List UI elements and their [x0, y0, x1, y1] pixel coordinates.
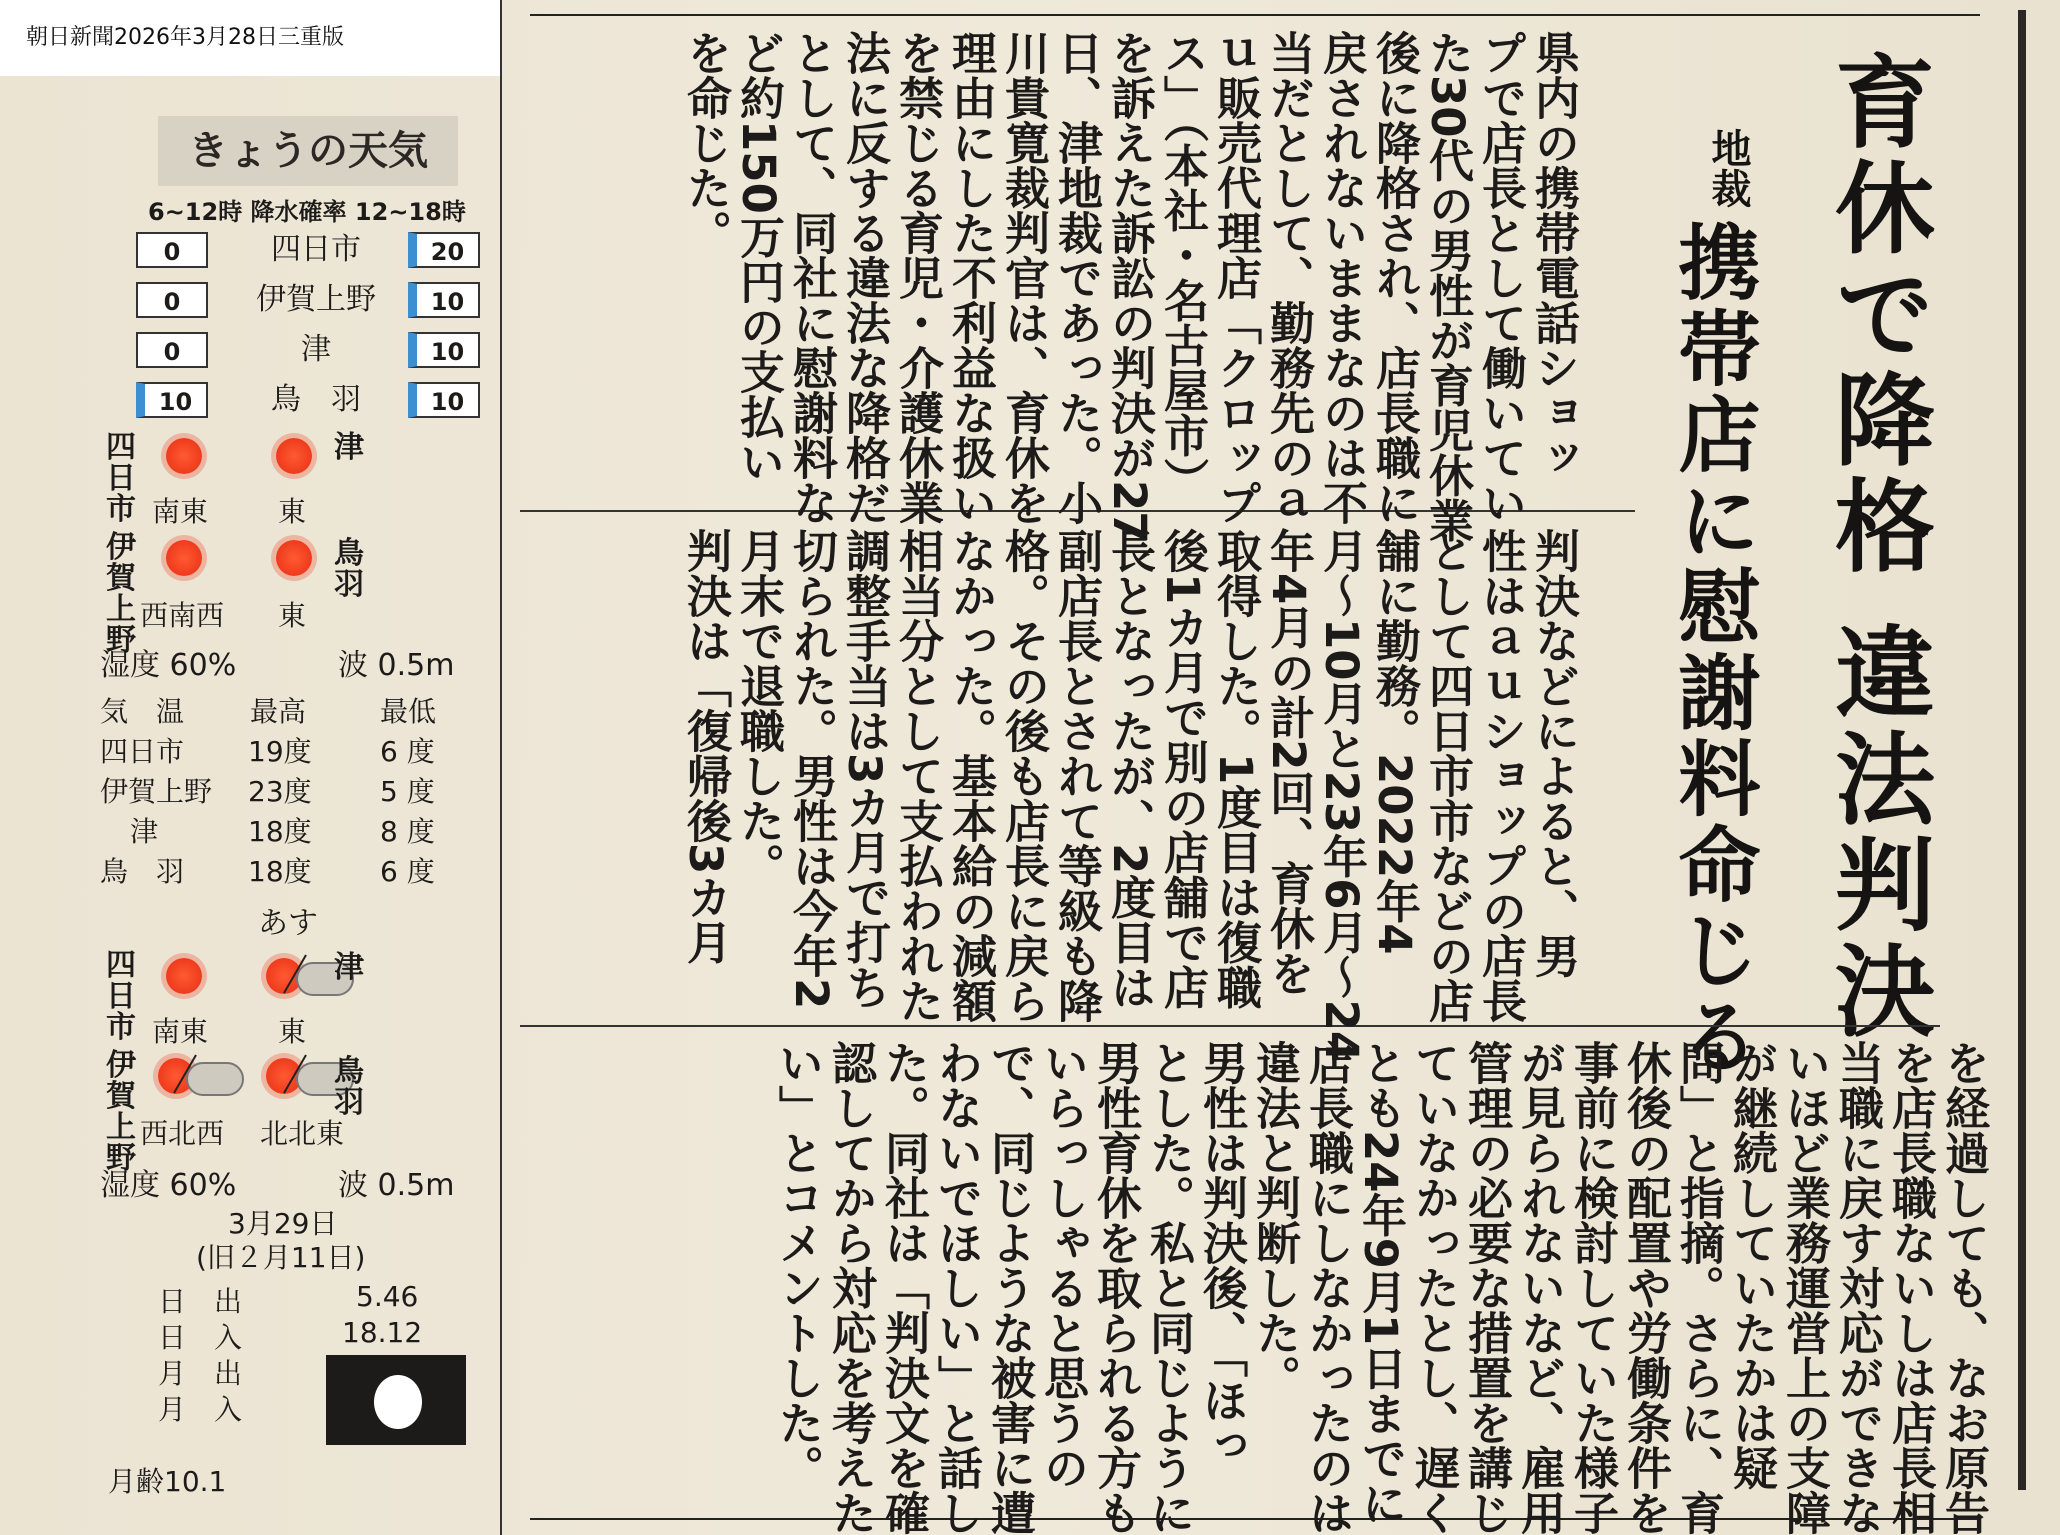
article-text-column: とした。私と同じように	[1142, 1040, 1195, 1535]
source-caption: 朝日新聞2026年3月28日三重版	[0, 0, 500, 76]
column-divider	[500, 0, 502, 1535]
article-text-column: として四日市市などの店	[1421, 528, 1474, 1023]
article-text-column: 事前に検討していた様子	[1566, 1040, 1619, 1535]
temp-max: 18度	[248, 855, 312, 888]
article-text-column: 判決などによると、男	[1527, 528, 1580, 978]
article-text-column: 川貴寛裁判官は、育休を	[997, 30, 1050, 525]
sun-moon-label: 日 入	[158, 1321, 243, 1354]
sun-moon-value: 18.12	[342, 1316, 423, 1349]
article-text-column: 後に降格され、店長職に	[1368, 30, 1421, 525]
wave-height: 波 0.5m	[338, 648, 455, 683]
tier-rule	[520, 1025, 1940, 1027]
wind-direction: 南東	[152, 1015, 209, 1048]
wind-direction: 西北西	[140, 1117, 225, 1150]
wind-direction: 東	[278, 495, 307, 528]
article-text-column: 当職に戻す対応ができな	[1831, 1040, 1884, 1535]
sun-moon-value: 5.46	[356, 1280, 419, 1313]
article-text-column: 取得した。1度目は復職	[1209, 528, 1262, 1010]
article-text-column: いらっしゃると思うの	[1036, 1040, 1089, 1490]
rain-pm: 10	[408, 282, 480, 318]
temp-header-max: 最高	[250, 695, 307, 728]
article-text-column: 月末で退職した。	[732, 528, 785, 888]
temp-city: 四日市	[100, 735, 185, 768]
article-text-column: が継続していたかは疑	[1725, 1040, 1778, 1490]
article-text-column: プで店長として働いてい	[1474, 30, 1527, 525]
rain-pm: 20	[408, 232, 480, 268]
article-text-column: 店長職にしなかったのは	[1301, 1040, 1354, 1535]
article-text-column: 問」と指摘。さらに、育	[1672, 1040, 1725, 1535]
article-text-column: 格。その後も店長に戻ら	[997, 528, 1050, 1023]
temp-header-label: 気 温	[100, 695, 185, 728]
forecast-city-iga: 伊賀上野	[106, 1048, 136, 1176]
temp-row	[100, 850, 460, 886]
rain-prob-header: 6~12時 降水確率 12~18時	[148, 198, 466, 226]
temp-min: 6 度	[380, 735, 435, 768]
rain-city: 四日市	[271, 232, 361, 267]
temp-min: 8 度	[380, 815, 435, 848]
forecast-city-iga: 伊賀上野	[106, 530, 136, 658]
article-text-column: 当だとして、勤務先のａ	[1262, 30, 1315, 525]
top-rule	[530, 14, 1980, 16]
article-text-column: ていなかったとし、遅く	[1407, 1040, 1460, 1535]
sun-moon-label: 月 出	[158, 1357, 243, 1390]
headline-main: 育休で降格 違法判決	[1818, 50, 1936, 1045]
wave-height: 波 0.5m	[338, 1168, 455, 1203]
article-text-column: を経過しても、なお原告	[1937, 1040, 1990, 1535]
article-text-column: た30代の男性が育児休業	[1421, 30, 1474, 543]
article-text-column: 舗に勤務。2022年4	[1368, 528, 1421, 955]
sun-moon-row	[158, 1316, 478, 1352]
article-text-column: を禁じる育児・介護休業	[891, 30, 944, 525]
sun-icon	[166, 958, 202, 994]
bottom-rule	[530, 1518, 1980, 1520]
wind-direction: 北北東	[260, 1117, 345, 1150]
humidity: 湿度 60%	[100, 1168, 237, 1203]
wind-direction: 東	[278, 599, 307, 632]
weather-panel	[100, 80, 488, 1520]
temp-city: 伊賀上野	[100, 775, 213, 808]
forecast-city-yokkaichi: 四日市	[106, 430, 136, 527]
weather-title: きょうの天気	[158, 116, 458, 186]
tomorrow-label: あす	[258, 906, 318, 941]
forecast-city-tsu: 津	[334, 430, 364, 465]
article-text-column: た。同社は「判決文を確	[877, 1040, 930, 1535]
rain-am: 0	[136, 232, 208, 268]
sun-moon-label: 日 出	[158, 1285, 243, 1318]
article-text-column: とも24年9月1日までに	[1354, 1040, 1407, 1526]
rain-am: 10	[136, 382, 208, 418]
rain-row	[136, 332, 486, 372]
article-text-column: ど約150万円の支払い	[732, 30, 785, 484]
cloud-icon	[186, 1062, 244, 1096]
article-text-column: 男性は判決後、「ほっ	[1195, 1040, 1248, 1468]
temp-max: 18度	[248, 815, 312, 848]
temp-max: 19度	[248, 735, 312, 768]
article-text-column: わないでほしい」と話し	[930, 1040, 983, 1535]
sun-moon-label: 月 入	[158, 1393, 243, 1426]
humidity: 湿度 60%	[100, 648, 237, 683]
article-text-column: 理由にした不利益な扱い	[944, 30, 997, 525]
article-text-column: い」とコメントした。	[771, 1040, 824, 1490]
temp-row	[100, 810, 460, 846]
forecast-city-yokkaichi: 四日市	[106, 948, 136, 1045]
article-text-column: 戻されないままなのは不	[1315, 30, 1368, 525]
article-text-column: で、同じような被害に遭	[983, 1040, 1036, 1535]
article-text-column: を訴えた訴訟の判決が27	[1103, 30, 1156, 543]
article-text-column: 副店長とされて等級も降	[1050, 528, 1103, 1023]
article-text-column: が見られないなど、雇用	[1513, 1040, 1566, 1535]
article-text-column: いほど業務運営上の支障	[1778, 1040, 1831, 1535]
temp-row	[100, 730, 460, 766]
temp-header-min: 最低	[380, 695, 437, 728]
article-text-column: 休後の配置や労働条件を	[1619, 1040, 1672, 1535]
forecast-city-toba: 鳥羽	[334, 536, 364, 602]
article-text-column: として、同社に慰謝料な	[785, 30, 838, 525]
rain-am: 0	[136, 282, 208, 318]
wind-direction: 南東	[152, 495, 209, 528]
temp-max: 23度	[248, 775, 312, 808]
headline-tag: 地裁	[1705, 128, 1752, 208]
sun-icon	[276, 540, 312, 576]
wind-direction: 西南西	[140, 599, 225, 632]
article-text-column: 調整手当は3カ月で打ち	[838, 528, 891, 1010]
article-text-column: ｕ販売代理店「クロップ	[1209, 30, 1262, 525]
moon-age: 月齢10.1	[108, 1465, 227, 1498]
forecast-city-tsu: 津	[334, 950, 364, 985]
temp-header	[100, 690, 460, 726]
article-text-column: ス」（本社・名古屋市）	[1156, 30, 1209, 503]
temp-city: 鳥 羽	[100, 855, 185, 888]
headline-sub: 携帯店に慰謝料命じる	[1665, 220, 1761, 1080]
article-text-column: 違法と判断した。	[1248, 1040, 1301, 1400]
forecast-city-toba: 鳥羽	[334, 1054, 364, 1120]
rain-row	[136, 282, 486, 322]
temp-row	[100, 770, 460, 806]
temp-min: 5 度	[380, 775, 435, 808]
article-text-column: 県内の携帯電話ショッ	[1527, 30, 1580, 480]
temp-min: 6 度	[380, 855, 435, 888]
wind-direction: 東	[278, 1015, 307, 1048]
article-text-column: 認してから対応を考えた	[824, 1040, 877, 1535]
article-text-column: を店長職ないしは店長相	[1884, 1040, 1937, 1535]
article-text-column: 判決は「復帰後3カ月	[679, 528, 732, 965]
article-text-column: 管理の必要な措置を講じ	[1460, 1040, 1513, 1535]
sun-moon-row	[158, 1280, 478, 1316]
article-text-column: 長となったが、2度目は	[1103, 528, 1156, 1010]
article-text-column: 性はａｕショップの店長	[1474, 528, 1527, 1023]
article-text-column: 法に反する違法な降格だ	[838, 30, 891, 525]
article-text-column: を命じた。	[679, 30, 732, 255]
almanac-date: 3月29日	[228, 1207, 338, 1240]
article-text-column: 年4月の計2回、育休を	[1262, 528, 1315, 996]
temp-city: 津	[130, 815, 159, 848]
article-text-column: 日、津地裁であった。小	[1050, 30, 1103, 525]
right-border-bar	[2018, 10, 2026, 1490]
article-text-column: 切られた。男性は今年2	[785, 528, 838, 1010]
rain-row	[136, 382, 486, 422]
rain-city: 鳥 羽	[271, 382, 361, 417]
article-text-column: 男性育休を取られる方も	[1089, 1040, 1142, 1535]
rain-pm: 10	[408, 332, 480, 368]
sun-icon	[276, 438, 312, 474]
rain-city: 伊賀上野	[256, 282, 376, 317]
article-text-column: 相当分として支払われた	[891, 528, 944, 1023]
rain-am: 0	[136, 332, 208, 368]
rain-pm: 10	[408, 382, 480, 418]
rain-city: 津	[301, 332, 331, 367]
sun-icon	[166, 438, 202, 474]
sun-icon	[166, 540, 202, 576]
almanac-old-date: (旧２月11日)	[196, 1241, 366, 1274]
rain-row	[136, 232, 486, 272]
article-text-column: 月～10月と23年6月～24	[1315, 528, 1368, 1063]
article-text-column: 後1カ月で別の店舗で店	[1156, 528, 1209, 1010]
moon-icon	[374, 1375, 422, 1429]
article-text-column: なかった。基本給の減額	[944, 528, 997, 1023]
moon-phase-box	[326, 1355, 466, 1445]
